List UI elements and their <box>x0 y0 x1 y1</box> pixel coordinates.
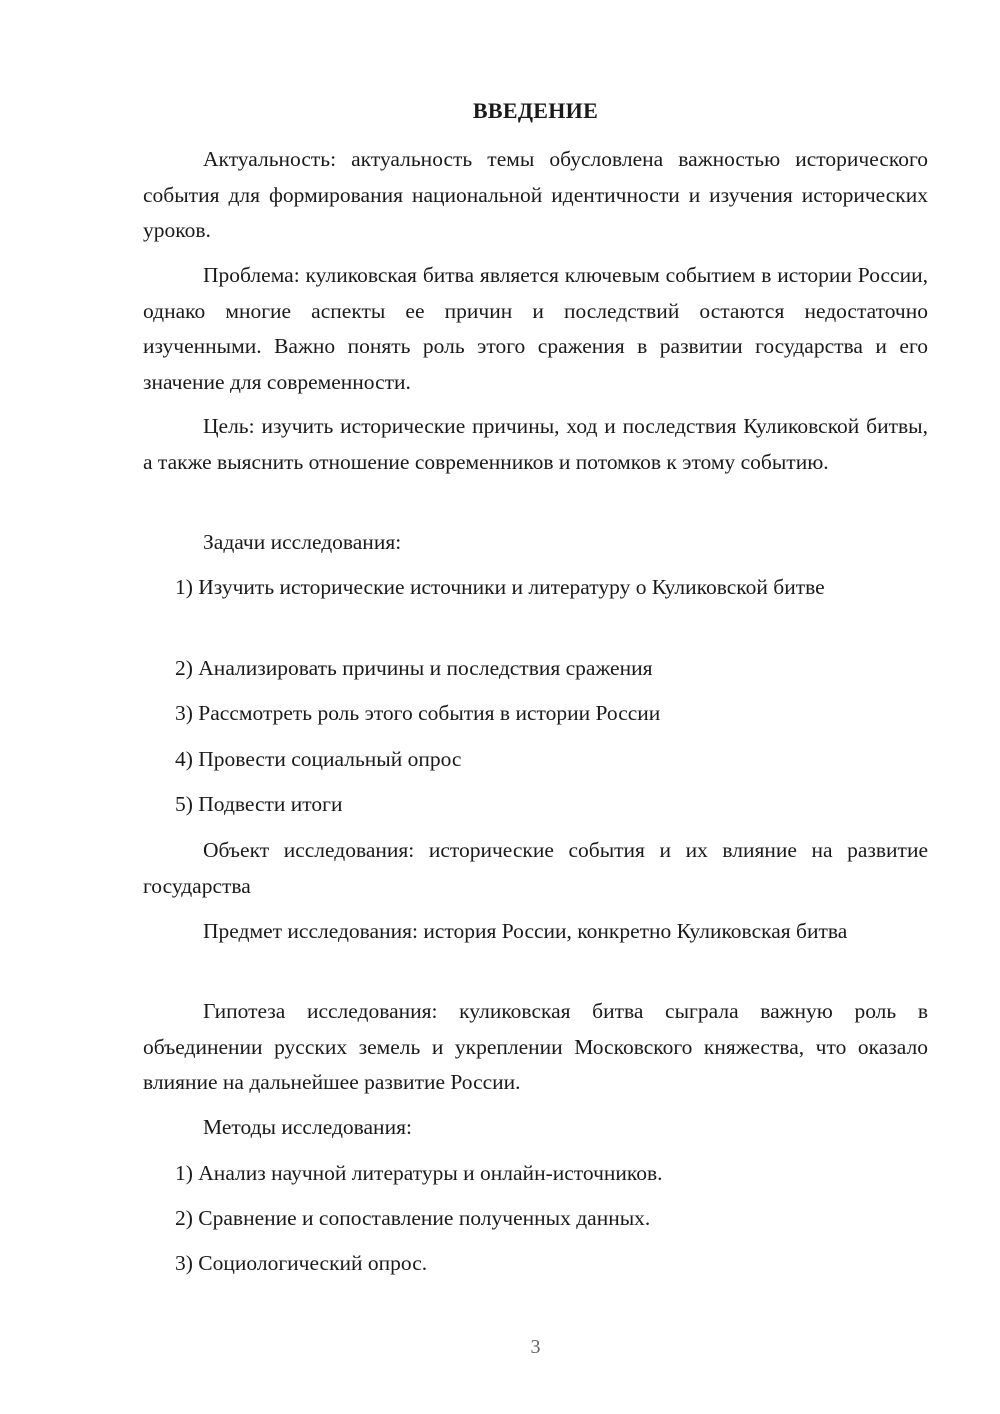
goal-paragraph: Цель: изучить исторические причины, ход и последствия Куликовской битвы, а также выяснить отношение современников и потомков к этому событию. <box>143 414 928 474</box>
page-title: ВВЕДЕНИЕ <box>472 98 599 123</box>
method-item: 3) Социологический опрос. <box>175 1251 428 1275</box>
actuality-paragraph: Актуальность: актуальность темы обусловлена важностью исторического события для формирования национальной идентичности и изучения исторических уроков. <box>143 147 928 242</box>
methods-title: Методы исследования: <box>203 1115 412 1139</box>
page-number: 3 <box>530 1336 541 1358</box>
hypothesis-paragraph: Гипотеза исследования: куликовская битва сыграла важную роль в объединении русских земель и укреплении Московского княжества, что оказало влияние на дальнейшее развитие России. <box>143 999 928 1094</box>
document-page <box>143 0 928 1414</box>
task-item: 3) Рассмотреть роль этого события в истории России <box>175 701 661 725</box>
method-item: 2) Сравнение и сопоставление полученных данных. <box>175 1206 651 1230</box>
object-paragraph: Объект исследования: исторические события и их влияние на развитие государства <box>143 838 928 898</box>
tasks-title: Задачи исследования: <box>203 530 402 554</box>
task-item: 2) Анализировать причины и последствия сражения <box>175 656 653 680</box>
problem-paragraph: Проблема: куликовская битва является ключевым событием в истории России, однако многие аспекты ее причин и последствий остаются недостаточно изученными. Важно понять роль этого сражения в развитии государства и его значение для современности. <box>143 263 928 394</box>
task-item: 5) Подвести итоги <box>175 792 343 816</box>
method-item: 1) Анализ научной литературы и онлайн-источников. <box>175 1161 663 1185</box>
subject-paragraph: Предмет исследования: история России, конкретно Куликовская битва <box>203 919 848 943</box>
task-item: 1) Изучить исторические источники и литературу о Куликовской битве <box>175 575 825 599</box>
task-item: 4) Провести социальный опрос <box>175 747 462 771</box>
